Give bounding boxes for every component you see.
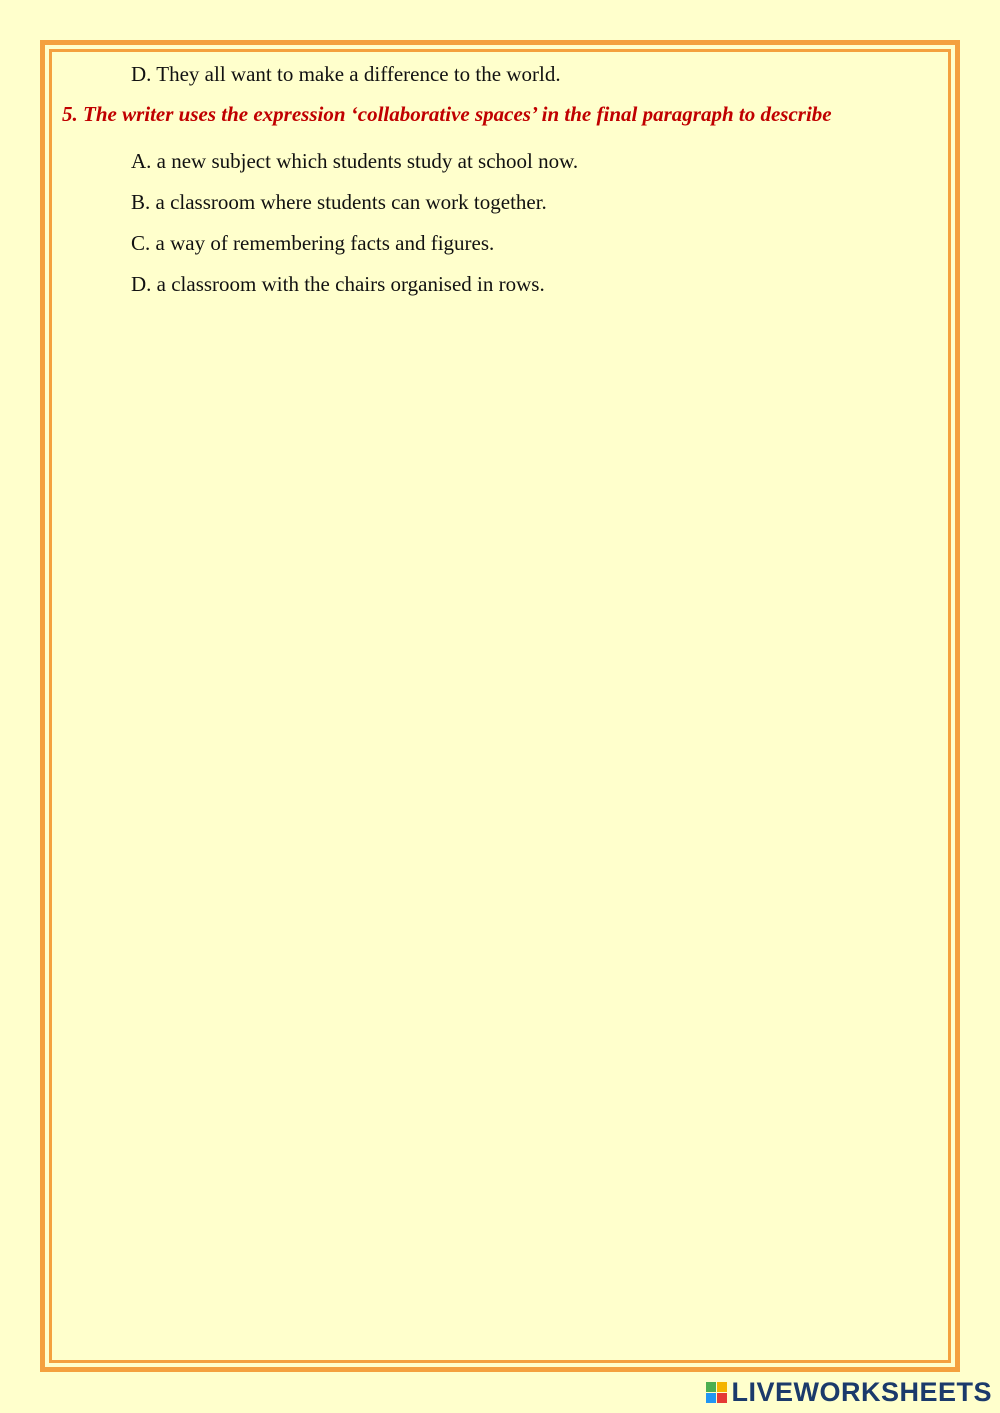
liveworksheets-logo-icon [706, 1382, 727, 1403]
prev-option-d: D. They all want to make a difference to the world. [131, 62, 561, 86]
option-b: B. a classroom where students can work together. [131, 190, 547, 214]
liveworksheets-logo [706, 1377, 992, 1408]
option-c: C. a way of remembering facts and figures. [131, 231, 495, 255]
option-d: D. a classroom with the chairs organised in rows. [131, 272, 545, 296]
option-a: A. a new subject which students study at school now. [131, 149, 579, 173]
question-5: 5. The writer uses the expression ‘collaborative spaces’ in the final paragraph to describe [62, 102, 832, 126]
worksheet-content [62, 58, 942, 300]
logo-text: LIVEWORKSHEETS [731, 1377, 992, 1407]
